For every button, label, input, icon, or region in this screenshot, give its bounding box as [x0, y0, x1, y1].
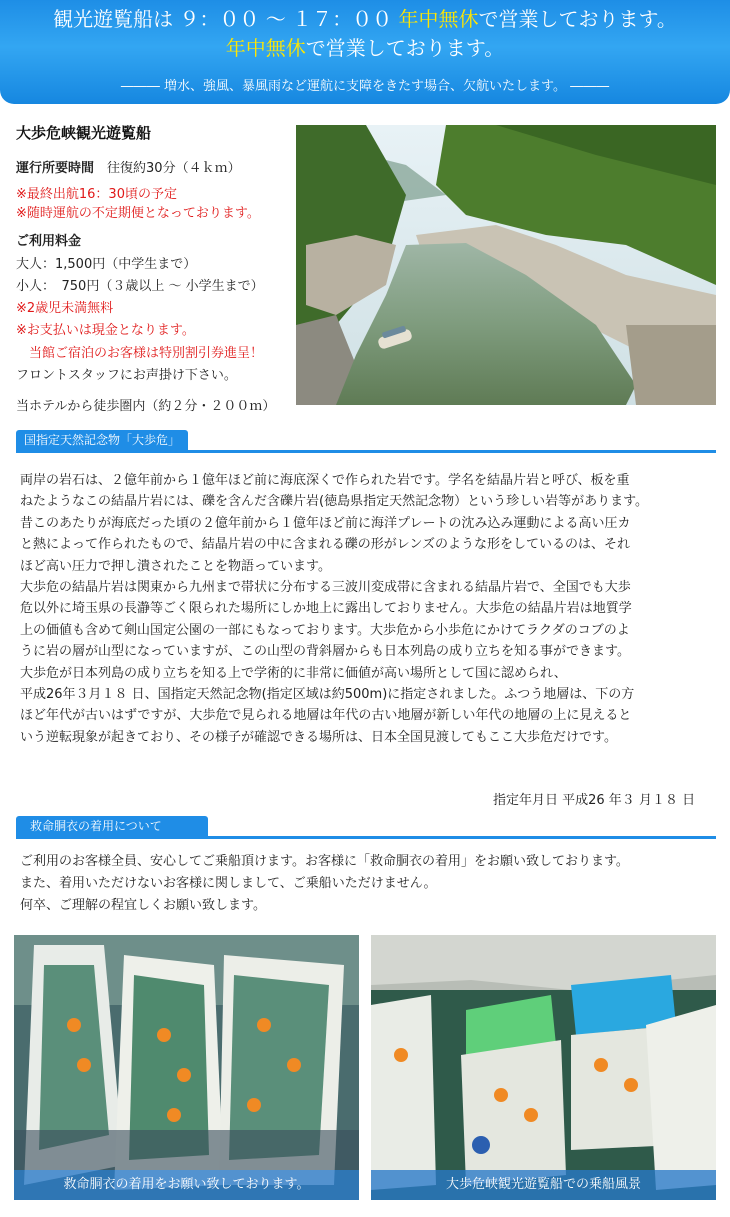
paragraph-line: 危以外に埼玉県の長瀞等ごく限られた場所にしか地上に露出しておりません。大歩危の結晶片岩は地質学	[20, 601, 632, 617]
banner-hours-line: 観光遊覧船は ９：００ ～ １７：００ 年中無休で営業しております。	[53, 7, 677, 31]
cash-note: ※お支払いは現金となります。	[16, 323, 195, 338]
gorge-photo	[296, 125, 716, 405]
boats-illustration-left	[14, 935, 359, 1200]
banner-cancel-note: ――― 増水、強風、暴風雨など運航に支障をきたす場合、欠航いたします。 ―――	[120, 79, 610, 94]
paragraph-line: うに岩の層が山型になっていますが、この山型の背斜層からも日本列島の成り立ちを知る事ができます。	[20, 644, 630, 660]
top-banner	[0, 0, 730, 104]
paragraph-line: ほど高い圧力で押し潰されたことを物語っています。	[20, 558, 331, 574]
paragraph-line: 上の価値も含めて剣山国定公園の一部にもなっております。大歩危から小歩危にかけてラクダのコブのよ	[20, 622, 630, 638]
paragraph-line: ご利用のお客様全員、安心してご乗船頂けます。お客様に「救命胴衣の着用」をお願い致しております。	[20, 854, 629, 869]
irregular-note: ※随時運航の不定期便となっております。	[16, 206, 260, 221]
paragraph-line: 昔このあたりが海底だった頃の２億年前から１億年ほど前に海洋プレートの沈み込み運動による高い圧カ	[20, 515, 631, 531]
gorge-illustration	[296, 125, 716, 405]
infant-free-note: ※2歳児未満無料	[16, 301, 114, 316]
duration-row	[16, 159, 241, 179]
child-fee: 小人： 750円（３歳以上 ～ 小学生まで）	[16, 279, 264, 294]
designation-date: 指定年月日 平成26 年３ 月１８ 日	[493, 793, 696, 808]
adult-fee: 大人：1,500円（中学生まで）	[16, 257, 197, 272]
paragraph-line: と熱によって作られたもので、結晶片岩の中に含まれる礫の形がレンズのような形をしているのは、それ	[20, 537, 631, 553]
section-natural-monument-tag: 国指定天然記念物「大歩危」	[16, 430, 188, 450]
paragraph-line: 平成26年３月１８ 日、国指定天然記念物(指定区域は約500m)に指定されました。ふつう地層は、下の方	[20, 687, 635, 703]
section-lifejacket-tag: 救命胴衣の着用について	[16, 816, 208, 836]
boats-illustration-right	[371, 935, 716, 1200]
boat-title: 大歩危峡観光遊覧船	[16, 124, 152, 142]
paragraph-line: 大歩危の結晶片岩は関東から九州まで帯状に分布する三波川変成帯に含まれる結晶片岩で、全国でも大歩	[20, 580, 631, 596]
front-desk-note: フロントスタッフにお声掛け下さい。	[16, 368, 237, 383]
section-natural-monument-header	[16, 430, 716, 454]
natural-monument-text	[20, 470, 710, 748]
paragraph-line: ねたようなこの結晶片岩には、礫を含んだ含礫片岩(徳島県指定天然記念物）という珍しい岩等があります。	[20, 494, 649, 510]
paragraph-line: 大歩危が日本列島の成り立ちを知る上で学術的に非常に価値が高い場所として国に認められ、	[20, 665, 567, 681]
section-divider	[16, 450, 716, 453]
paragraph-line: ほど年代が古いはずですが、大歩危で見られる地層は年代の古い地層が新しい年代の地層の上に見えると	[20, 708, 632, 724]
lifejacket-boats-photo	[14, 935, 359, 1200]
paragraph-line: いう逆転現象が起きており、その様子が確認できる場所は、日本全国見渡してもここ大歩危だけです。	[20, 729, 617, 745]
lifejacket-text	[20, 851, 710, 917]
paragraph-line: また、着用いただけないお客様に関しまして、ご乗船いただけません。	[20, 876, 437, 891]
section-lifejacket-header	[16, 816, 716, 840]
photo-caption: 救命胴衣の着用をお願い致しております。	[14, 1170, 359, 1200]
paragraph-line: 何卒、ご理解の程宜しくお願い致します。	[20, 898, 266, 913]
banner-open-line: 年中無休で営業しております。	[225, 36, 505, 60]
duration-label: 運行所要時間	[16, 161, 95, 176]
fee-heading: ご利用料金	[16, 234, 82, 249]
boarding-scene-photo	[371, 935, 716, 1200]
last-departure-note: ※最終出航16：30頃の予定	[16, 187, 177, 202]
section-divider	[16, 836, 716, 839]
photo-caption: 大歩危峡観光遊覧船での乗船風景	[371, 1170, 716, 1200]
guest-discount-note: 当館ご宿泊のお客様は特別割引券進呈！	[16, 346, 264, 361]
duration-value: 往復約30分（４ｋｍ）	[107, 161, 241, 176]
paragraph-line: 両岸の岩石は、２億年前から１億年ほど前に海底深くで作られた岩です。学名を結晶片岩と呼び、板を重	[20, 473, 630, 488]
walk-distance-note: 当ホテルから徒歩圏内（約２分・２００ｍ）	[16, 399, 276, 414]
